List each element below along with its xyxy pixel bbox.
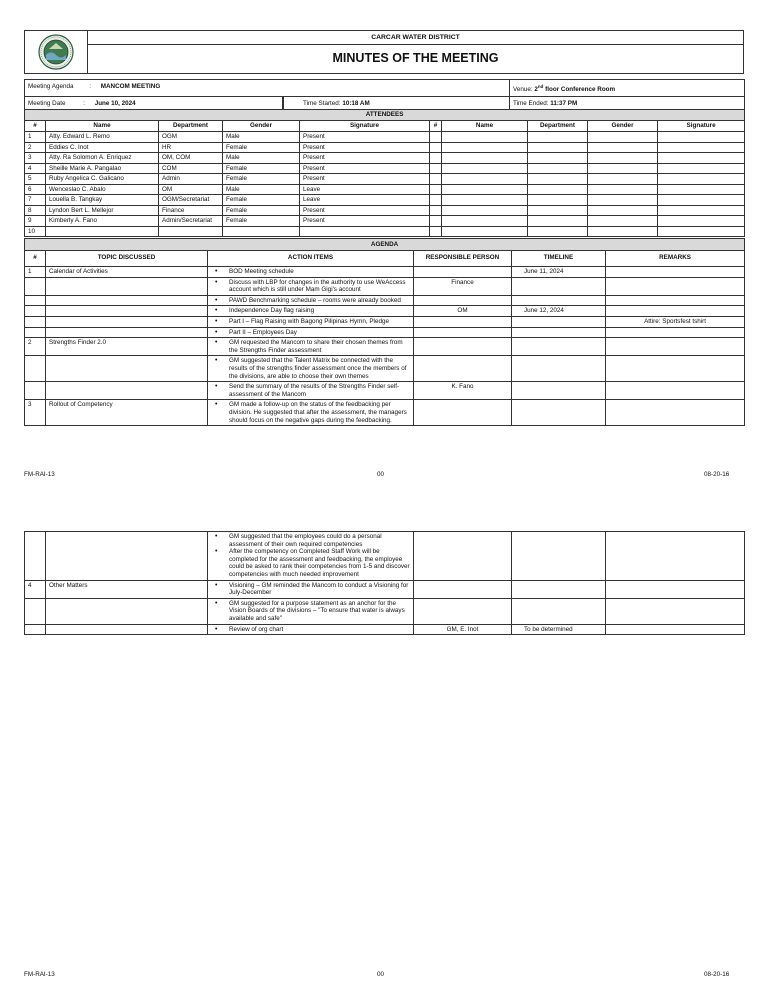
attendee-department: OM	[159, 184, 223, 195]
responsible-person	[414, 338, 512, 356]
attendee-number: 10	[25, 226, 46, 237]
agenda-row	[25, 316, 745, 327]
remarks	[606, 338, 745, 356]
responsible-person: K. Fano	[414, 382, 512, 400]
attendee-signature: Present	[300, 132, 430, 143]
action-item: • Discuss with LBP for changes in the authority to use WeAccess account which is still under Mam Gigi's account	[211, 279, 410, 294]
agenda-row	[25, 356, 745, 382]
agenda-topic	[46, 316, 208, 327]
attendee-row	[25, 205, 745, 216]
remarks	[606, 624, 745, 635]
attendee-name: Sheille Marie A. Pangalao	[46, 163, 159, 174]
timeline: June 11, 2024	[512, 267, 606, 278]
agenda-number: 3	[25, 400, 46, 426]
agenda-col-header: #	[25, 251, 46, 267]
timeline	[512, 277, 606, 295]
footer-form-code-p2: FM-RAI-13	[24, 971, 55, 978]
remarks	[606, 327, 745, 338]
remarks	[606, 598, 745, 624]
attendees-col-header: Signature	[300, 121, 430, 132]
venue-floor: 2nd floor Conference Room	[534, 84, 616, 94]
agenda-topic	[46, 598, 208, 624]
action-item: • Part II – Employees Day	[211, 329, 410, 337]
timeline	[512, 316, 606, 327]
timeline	[512, 295, 606, 306]
attendee-gender	[223, 226, 300, 237]
attendee-signature: Leave	[300, 184, 430, 195]
time-ended-value: 11:37 PM	[550, 100, 578, 108]
attendee-number: 9	[25, 216, 46, 227]
action-items-cell	[208, 400, 414, 426]
attendee-number: 1	[25, 132, 46, 143]
attendee-row	[25, 142, 745, 153]
meeting-date-label: Meeting Date	[28, 100, 66, 108]
attendees-col-header: Name	[46, 121, 159, 132]
attendee-gender: Female	[223, 195, 300, 206]
attendee-signature: Present	[300, 216, 430, 227]
agenda-row	[25, 327, 745, 338]
remarks	[606, 267, 745, 278]
agenda-row	[25, 400, 745, 426]
agenda-number	[25, 277, 46, 295]
attendee-signature: Present	[300, 142, 430, 153]
agenda-topic	[46, 327, 208, 338]
attendee-signature: Present	[300, 153, 430, 164]
agenda-number	[25, 356, 46, 382]
agenda-number	[25, 306, 46, 317]
attendee-name: Ruby Angelica C. Galicano	[46, 174, 159, 185]
action-items-cell	[208, 306, 414, 317]
agenda-table-page2	[24, 531, 745, 635]
agenda-number: 4	[25, 580, 46, 598]
remarks	[606, 356, 745, 382]
attendee-signature: Present	[300, 205, 430, 216]
agenda-topic	[46, 295, 208, 306]
footer-form-code-p1: FM-RAI-13	[24, 471, 55, 478]
meeting-agenda-sep: :	[89, 83, 92, 90]
footer-rev-p2: 00	[377, 971, 385, 978]
agenda-row	[25, 306, 745, 317]
action-items-cell	[208, 598, 414, 624]
action-items-cell	[208, 624, 414, 635]
attendees-col-header: Department	[159, 121, 223, 132]
action-items-cell	[208, 382, 414, 400]
attendees-heading: ATTENDEES	[25, 110, 745, 121]
attendee-gender: Female	[223, 174, 300, 185]
action-items-cell	[208, 356, 414, 382]
agenda-topic	[46, 356, 208, 382]
meeting-date-value: June 10, 2024	[94, 100, 136, 108]
carcar-water-district-seal	[38, 34, 74, 70]
attendee-name	[46, 226, 159, 237]
attendee-department: OGM/Secretariat	[159, 195, 223, 206]
responsible-person: GM, E. Inot	[414, 624, 512, 635]
agenda-heading: AGENDA	[25, 239, 745, 251]
attendee-row	[25, 174, 745, 185]
action-item: • Independence Day flag raising	[211, 307, 410, 315]
attendee-number: 5	[25, 174, 46, 185]
action-item: • Review of org chart	[211, 626, 410, 634]
remarks: Attire: Sportsfest tshirt	[606, 316, 745, 327]
agenda-number: 2	[25, 338, 46, 356]
agenda-number	[25, 382, 46, 400]
meeting-agenda-value: MANCOM MEETING	[100, 83, 161, 90]
action-items-cell	[208, 316, 414, 327]
action-item: • BOD Meeting schedule	[211, 268, 410, 276]
attendee-number: 8	[25, 205, 46, 216]
agenda-topic	[46, 306, 208, 317]
agenda-col-header: TOPIC DISCUSSED	[46, 251, 208, 267]
agenda-topic	[46, 624, 208, 635]
attendees-col-header: #	[430, 121, 442, 132]
agenda-header-row	[25, 251, 745, 267]
agenda-row	[25, 277, 745, 295]
attendees-col-header: Gender	[588, 121, 658, 132]
attendees-col-header: #	[25, 121, 46, 132]
timeline: To be determined	[512, 624, 606, 635]
attendee-row	[25, 153, 745, 164]
agenda-row	[25, 338, 745, 356]
action-item: • GM suggested for a purpose statement as an anchor for the Vision Boards of the divisions – "To ensure that water is always available and safe"	[211, 600, 410, 623]
responsible-person	[414, 316, 512, 327]
remarks	[606, 400, 745, 426]
attendee-name: Atty. Ra Solomon A. Enriquez	[46, 153, 159, 164]
action-item: • GM made a follow-up on the status of the feedbacking per division. He suggested that after the assessment, the managers should focus on the negative gaps during the feedbacking.	[211, 401, 410, 424]
remarks	[606, 295, 745, 306]
timeline	[512, 580, 606, 598]
attendee-number: 7	[25, 195, 46, 206]
attendee-department: Admin	[159, 174, 223, 185]
responsible-person	[414, 295, 512, 306]
agenda-col-header: RESPONSIBLE PERSON	[414, 251, 512, 267]
agenda-number	[25, 295, 46, 306]
agenda-topic: Calendar of Activities	[46, 267, 208, 278]
attendee-number: 3	[25, 153, 46, 164]
time-started-value: 10:18 AM	[342, 100, 370, 108]
attendee-gender: Male	[223, 153, 300, 164]
action-item: • GM requested the Mancom to share their chosen themes from the Strengths Finder assessment	[211, 339, 410, 354]
responsible-person	[414, 580, 512, 598]
attendee-row	[25, 132, 745, 143]
attendee-gender: Female	[223, 216, 300, 227]
agenda-row	[25, 295, 745, 306]
attendee-department	[159, 226, 223, 237]
action-items-cell	[208, 580, 414, 598]
agenda-row	[25, 598, 745, 624]
meeting-meta-table	[24, 79, 745, 111]
agenda-topic: Strengths Finder 2.0	[46, 338, 208, 356]
agenda-row	[25, 532, 745, 581]
responsible-person	[414, 356, 512, 382]
attendee-row	[25, 216, 745, 227]
timeline: June 12, 2024	[512, 306, 606, 317]
org-name: CARCAR WATER DISTRICT	[88, 30, 744, 45]
attendee-name: Wenceslao C. Abalo	[46, 184, 159, 195]
attendees-col-header: Gender	[223, 121, 300, 132]
action-items-cell	[208, 338, 414, 356]
attendee-gender: Female	[223, 142, 300, 153]
agenda-number: 1	[25, 267, 46, 278]
agenda-number	[25, 624, 46, 635]
remarks	[606, 277, 745, 295]
action-items-cell	[208, 327, 414, 338]
agenda-topic	[46, 382, 208, 400]
attendee-signature	[300, 226, 430, 237]
attendee-department: COM	[159, 163, 223, 174]
venue-cell	[510, 80, 745, 97]
responsible-person	[414, 598, 512, 624]
action-item: • GM suggested that the employees could do a personal assessment of their own required competencies	[211, 533, 410, 548]
attendee-number: 6	[25, 184, 46, 195]
footer-date-p2: 08-20-16	[704, 971, 730, 978]
attendee-gender: Male	[223, 184, 300, 195]
meeting-agenda-cell	[25, 80, 510, 97]
agenda-row	[25, 382, 745, 400]
responsible-person	[414, 327, 512, 338]
action-item: • Part I – Flag Raising with Bagong Pilipinas Hymn, Pledge	[211, 318, 410, 326]
attendees-table	[24, 109, 745, 237]
attendee-name: Louella B. Tangkay	[46, 195, 159, 206]
action-item: • Send the summary of the results of the Strengths Finder self-assessment of the Mancom	[211, 383, 410, 398]
attendees-col-header: Signature	[658, 121, 745, 132]
action-items-cell	[208, 295, 414, 306]
time-ended-label: Time Ended:	[513, 100, 549, 108]
timeline	[512, 338, 606, 356]
attendee-signature: Present	[300, 174, 430, 185]
attendee-name: Kimberly A. Fano	[46, 216, 159, 227]
attendee-signature: Present	[300, 163, 430, 174]
attendee-department: HR	[159, 142, 223, 153]
attendees-header-row	[25, 121, 745, 132]
agenda-table-page1	[24, 238, 745, 426]
document-title: MINUTES OF THE MEETING	[88, 44, 744, 74]
responsible-person	[414, 400, 512, 426]
attendee-number: 2	[25, 142, 46, 153]
logo-cell	[24, 30, 88, 74]
attendee-row	[25, 184, 745, 195]
action-items-cell	[208, 532, 414, 581]
timeline	[512, 598, 606, 624]
responsible-person: Finance	[414, 277, 512, 295]
agenda-number	[25, 316, 46, 327]
attendee-number: 4	[25, 163, 46, 174]
agenda-topic: Other Matters	[46, 580, 208, 598]
time-started-label: Time Started:	[303, 100, 341, 108]
agenda-row	[25, 267, 745, 278]
attendee-department: Finance	[159, 205, 223, 216]
attendee-name: Lyndon Bert L. Mellejor	[46, 205, 159, 216]
attendee-department: OM, COM	[159, 153, 223, 164]
responsible-person	[414, 267, 512, 278]
attendee-name: Eddies C. Inot	[46, 142, 159, 153]
attendee-name: Atty. Edward L. Remo	[46, 132, 159, 143]
venue-label: Venue:	[513, 86, 533, 94]
action-item: • Visioning – GM reminded the Mancom to conduct a Visioning for July-December	[211, 582, 410, 597]
meeting-agenda-label: Meeting Agenda	[28, 83, 74, 90]
meeting-date-sep: :	[83, 100, 85, 108]
timeline	[512, 327, 606, 338]
agenda-row	[25, 624, 745, 635]
agenda-topic	[46, 277, 208, 295]
footer-date-p1: 08-20-16	[704, 471, 730, 478]
action-item: • After the competency on Completed Staff Work will be completed for the assessment and feedbacking, the employee could be asked to rank their competencies from 1-5 and discover competencies with much needed improvement	[211, 548, 410, 578]
timeline	[512, 382, 606, 400]
remarks	[606, 306, 745, 317]
remarks	[606, 382, 745, 400]
agenda-col-header: REMARKS	[606, 251, 745, 267]
attendee-department: OGM	[159, 132, 223, 143]
attendee-gender: Male	[223, 132, 300, 143]
remarks	[606, 580, 745, 598]
attendee-gender: Female	[223, 163, 300, 174]
attendee-gender: Female	[223, 205, 300, 216]
timeline	[512, 400, 606, 426]
agenda-topic: Rollout of Competency	[46, 400, 208, 426]
action-item: • GM suggested that the Talent Matrix be connected with the results of the strengths finder assessment once the members of the divisions, are able to choose their own themes	[211, 357, 410, 380]
responsible-person: OM	[414, 306, 512, 317]
timeline	[512, 356, 606, 382]
attendee-row	[25, 163, 745, 174]
attendees-col-header: Name	[442, 121, 528, 132]
agenda-number	[25, 327, 46, 338]
attendee-row	[25, 195, 745, 206]
agenda-number	[25, 598, 46, 624]
attendee-row	[25, 226, 745, 237]
attendee-department: Admin/Secretariat	[159, 216, 223, 227]
agenda-row	[25, 580, 745, 598]
footer-rev-p1: 00	[377, 471, 385, 478]
agenda-col-header: ACTION ITEMS	[208, 251, 414, 267]
attendee-signature: Leave	[300, 195, 430, 206]
action-items-cell	[208, 267, 414, 278]
agenda-col-header: TIMELINE	[512, 251, 606, 267]
attendees-col-header: Department	[528, 121, 588, 132]
action-items-cell	[208, 277, 414, 295]
action-item: • PAWD Benchmarking schedule – rooms were already booked	[211, 297, 410, 305]
